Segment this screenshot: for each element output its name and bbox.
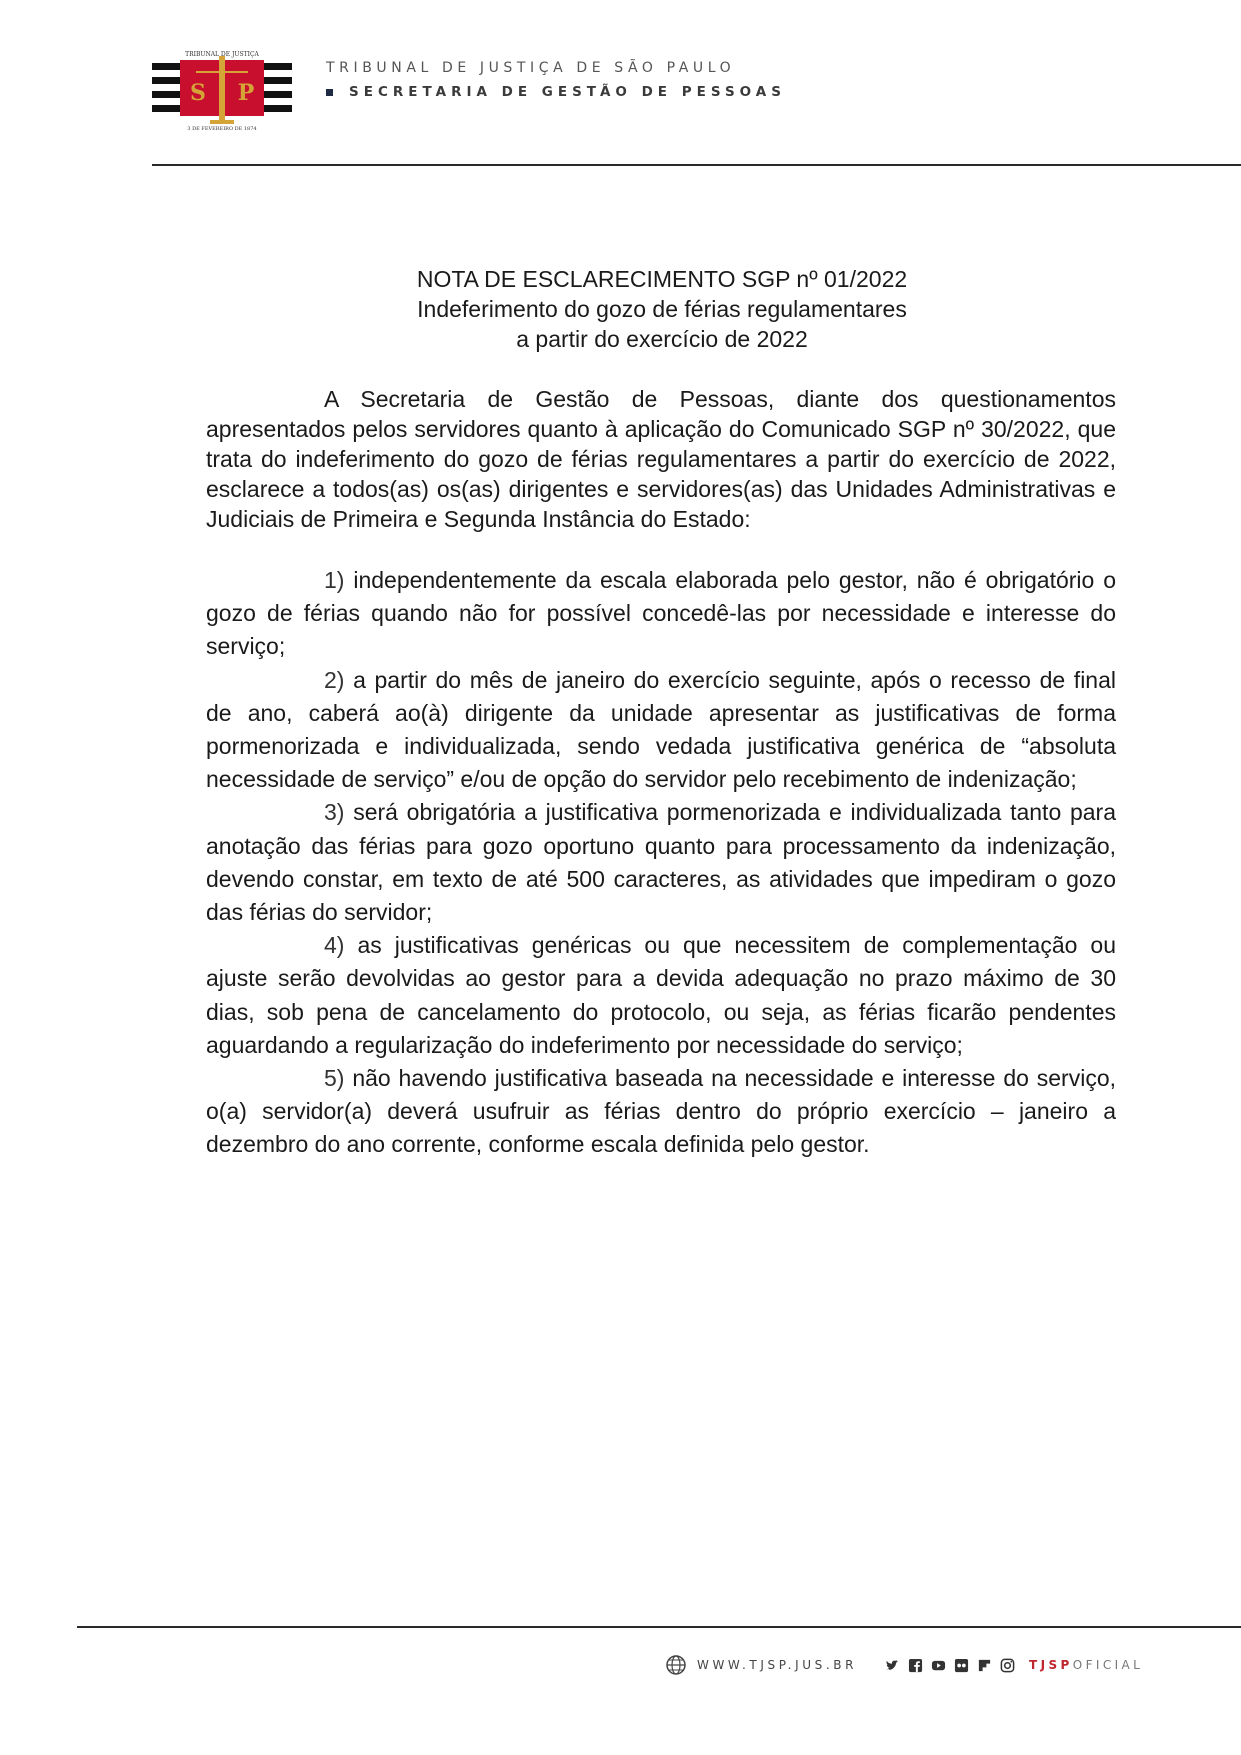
instagram-icon[interactable] xyxy=(1000,1658,1015,1673)
footer-divider xyxy=(77,1626,1241,1628)
item-number: 3) xyxy=(324,799,345,826)
intro-paragraph: A Secretaria de Gestão de Pessoas, diante dos questionamentos apresentados pelos servidores quanto à aplicação do Comunicado SGP nº 30/2022, que trata do indeferimento do gozo de férias regulamentares a partir do exercício de 2022, esclarece a todos(as) os(as) dirigentes e servidores(as) das Unidades Administrativas e Judiciais de Primeira e Segunda Instância do Estado: xyxy=(206,386,1116,532)
handle-primary: TJSP xyxy=(1029,1658,1073,1672)
document-title xyxy=(152,264,1172,354)
subtitle-line: a partir do exercício de 2022 xyxy=(516,326,808,352)
twitter-icon[interactable] xyxy=(885,1658,900,1673)
item-text: não havendo justificativa baseada na necessidade e interesse do serviço, o(a) servidor(a) deverá usufruir as férias dentro do próprio exercício – janeiro a dezembro do ano corrente, conforme escala definida pelo gestor. xyxy=(206,1065,1117,1158)
tjsp-logo xyxy=(152,50,292,130)
department-row xyxy=(326,84,786,100)
footer xyxy=(665,1654,1143,1676)
website-link[interactable]: WWW.TJSP.JUS.BR xyxy=(697,1658,858,1672)
title-line: NOTA DE ESCLARECIMENTO SGP nº 01/2022 xyxy=(416,266,908,292)
department-name: SECRETARIA DE GESTÃO DE PESSOAS xyxy=(349,84,786,100)
youtube-icon[interactable] xyxy=(931,1658,946,1673)
item-text: a partir do mês de janeiro do exercício seguinte, após o recesso de final de ano, caberá ao(à) dirigente da unidade apresentar as justificativas de forma pormenorizada e individualizada, sendo vedada justificativa genérica de “absoluta necessidade de serviço” e/ou de opção do servidor pelo recebimento de indenização; xyxy=(206,666,1116,793)
item-number: 2) xyxy=(324,666,345,693)
flickr-icon[interactable] xyxy=(954,1658,969,1673)
logo-top-text: TRIBUNAL DE JUSTIÇA xyxy=(185,51,259,58)
logo-bottom-text: 3 DE FEVEREIRO DE 1874 xyxy=(187,126,257,130)
item-text: independentemente da escala elaborada pelo gestor, não é obrigatório o gozo de férias quando não for possível concedê-las por necessidade e interesse do serviço; xyxy=(206,567,1116,660)
item-text: será obrigatória a justificativa pormenorizada e individualizada tanto para anotação das férias para gozo oportuno quanto para processamento da indenização, devendo constar, em texto de até 500 caracteres, as atividades que impediram o gozo das férias do servidor; xyxy=(206,799,1116,926)
institution-name: TRIBUNAL DE JUSTIÇA DE SÃO PAULO xyxy=(326,60,736,76)
logo-sword xyxy=(219,56,225,122)
flipboard-icon[interactable] xyxy=(977,1658,992,1673)
list-item xyxy=(206,929,1116,1062)
list-item xyxy=(206,664,1116,797)
header-divider xyxy=(152,164,1241,166)
clarification-list xyxy=(206,564,1116,1162)
logo-letter-s: S xyxy=(190,80,206,106)
social-handle[interactable] xyxy=(1029,1658,1143,1672)
item-number: 5) xyxy=(324,1065,345,1092)
list-item xyxy=(206,1062,1116,1162)
item-number: 1) xyxy=(324,567,345,593)
handle-secondary: OFICIAL xyxy=(1072,1658,1144,1672)
list-item xyxy=(206,564,1116,664)
item-text: as justificativas genéricas ou que necessitem de complementação ou ajuste serão devolvidas ao gestor para a devida adequação no prazo máximo de 30 dias, sob pena de cancelamento do protocolo, ou seja, as férias ficarão pendentes aguardando a regularização do indeferimento por necessidade do serviço; xyxy=(206,932,1116,1058)
document-body xyxy=(206,384,1116,1162)
social-icons xyxy=(885,1658,1015,1673)
list-item xyxy=(206,796,1116,929)
globe-icon xyxy=(665,1654,687,1676)
square-bullet-icon xyxy=(326,89,333,96)
subtitle-line: Indeferimento do gozo de férias regulamentares xyxy=(417,296,907,322)
facebook-icon[interactable] xyxy=(908,1658,923,1673)
item-number: 4) xyxy=(324,932,345,959)
logo-letter-p: P xyxy=(237,80,255,106)
